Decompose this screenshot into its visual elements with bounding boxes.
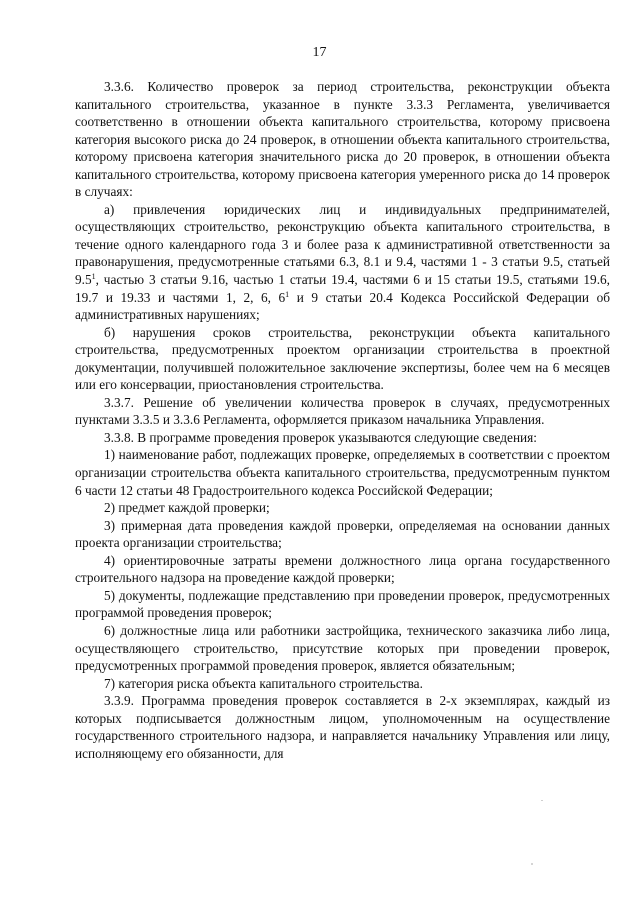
paragraph-text: 3) примерная дата проведения каждой проверки, определяемая на основании данных проекта организации строительства; (75, 517, 610, 551)
paragraph-text: а) привлечения юридических лиц и индивидуальных предпринимателей, осуществляющих строительство, реконструкцию объекта капитального строительства, в течение одного календарного года 3 и более раза к административной ответственности за правонарушения, предусмотренные статьями 6.3, 8.1 и 9.4, частями 1 - 3 статьи 9.5, статьей 9.5 (75, 201, 610, 288)
paragraph-p-3-3-6 (75, 78, 610, 201)
paragraph-text: 3.3.9. Программа проведения проверок составляется в 2-х экземплярах, каждый из которых подписывается должностным лицом, уполномоченным на осуществление государственного строительного надзора, и направляется начальнику Управления или лицу, исполняющему его обязанности, для (75, 693, 610, 761)
paragraph-p-3-3-7 (75, 394, 610, 429)
document-body (75, 78, 610, 762)
paragraph-p-3-3-6-b (75, 324, 610, 394)
paragraph-text: 3.3.8. В программе проведения проверок указываются следующие сведения: (104, 429, 537, 445)
paragraph-text: б) нарушения сроков строительства, реконструкции объекта капитального строительства, предусмотренных проектом организации строительства в проектной документации, получившей положительное заключение экспертизы, более чем на 6 месяцев или его консервации, приостановления строительства. (75, 324, 610, 393)
scan-artifact (541, 800, 543, 801)
paragraph-p-3-3-8 (75, 429, 610, 447)
paragraph-p-3-3-8-2 (75, 499, 610, 517)
paragraph-p-3-3-8-4 (75, 552, 610, 587)
paragraph-text: 7) категория риска объекта капитального строительства. (104, 675, 423, 691)
paragraph-text: 2) предмет каждой проверки; (104, 500, 270, 516)
paragraph-text: 4) ориентировочные затраты времени должностного лица органа государственного строительного надзора на проведение каждой проверки; (75, 552, 610, 586)
page-number: 17 (312, 45, 327, 60)
paragraph-text: , частью 3 статьи 9.16, частью 1 статьи 19.4, частями 6 и 15 статьи 19.5, статьями 19.6, 19.7 и 19.33 и частями 1, 2, 6, 6 (75, 272, 610, 305)
paragraph-text: 5) документы, подлежащие представлению при проведении проверок, предусмотренных программой проведения проверок; (75, 587, 610, 621)
paragraph-text: 3.3.6. Количество проверок за период строительства, реконструкции объекта капитального строительства, указанное в пункте 3.3.3 Регламента, увеличивается соответственно в отношении объекта капитального строительства, которому присвоена категория высокого риска до 24 проверок, в отношении объекта капитального строительства, которому присвоена категория значительного риска до 20 проверок, в отношении объекта капитального строительства, которому присвоена категория умеренного риска до 14 проверок в случаях: (75, 79, 610, 200)
paragraph-text: 3.3.7. Решение об увеличении количества проверок в случаях, предусмотренных пунктами 3.3.5 и 3.3.6 Регламента, оформляется приказом начальника Управления. (75, 394, 610, 428)
paragraph-p-3-3-9 (75, 692, 610, 762)
paragraph-p-3-3-8-6 (75, 622, 610, 675)
paragraph-p-3-3-8-7 (75, 675, 610, 693)
superscript: 1 (91, 272, 96, 282)
scan-artifact (531, 863, 533, 865)
paragraph-p-3-3-8-5 (75, 587, 610, 622)
paragraph-p-3-3-8-3 (75, 517, 610, 552)
paragraph-p-3-3-8-1 (75, 446, 610, 499)
paragraph-text: и 9 статьи 20.4 Кодекса Российской Федерации об административных нарушениях; (75, 289, 611, 323)
paragraph-text: 1) наименование работ, подлежащих проверке, определяемых в соответствии с проектом организации строительства объекта капитального строительства, предусмотренным пунктом 6 части 12 статьи 48 Градостроительного кодекса Российской Федерации; (75, 447, 610, 498)
paragraph-text: 6) должностные лица или работники застройщика, технического заказчика либо лица, осуществляющего строительство, присутствие которых при проведении проверок, предусмотренных программой проведения проверок, является обязательным; (75, 622, 610, 674)
paragraph-p-3-3-6-a (75, 201, 610, 324)
superscript: 1 (285, 289, 290, 299)
